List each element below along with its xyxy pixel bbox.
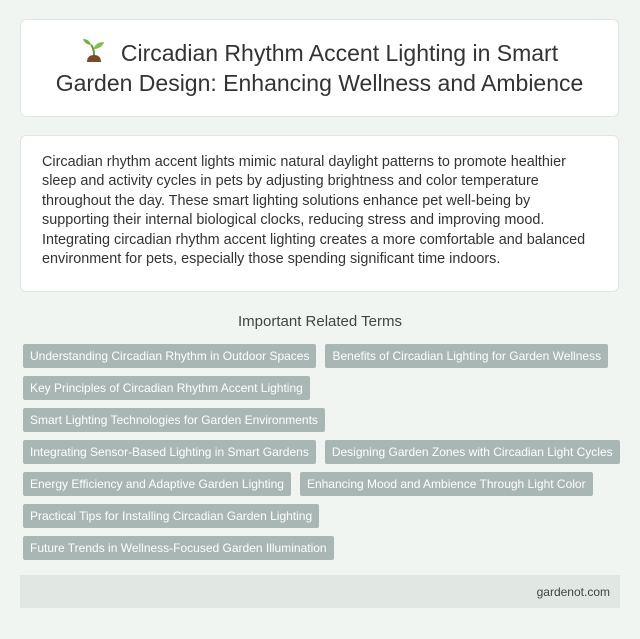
related-term-tag[interactable]: Future Trends in Wellness-Focused Garden Illumination	[23, 536, 334, 560]
related-terms-row	[23, 472, 623, 496]
footer	[20, 575, 620, 608]
footer-site-link[interactable]: gardenot.com	[536, 584, 610, 599]
description-card	[20, 135, 619, 292]
related-terms-list	[23, 344, 623, 568]
related-terms-row	[23, 440, 623, 464]
related-terms-heading: Important Related Terms	[238, 313, 402, 330]
related-term-tag[interactable]: Integrating Sensor-Based Lighting in Smart Gardens	[23, 440, 316, 464]
related-terms-row	[23, 408, 623, 432]
page-title-text: Circadian Rhythm Accent Lighting in Smart Garden Design: Enhancing Wellness and Ambience	[55, 40, 584, 96]
related-term-tag[interactable]: Enhancing Mood and Ambience Through Light Color	[300, 472, 593, 496]
related-term-tag[interactable]: Benefits of Circadian Lighting for Garden Wellness	[325, 344, 608, 368]
related-term-tag[interactable]: Smart Lighting Technologies for Garden Environments	[23, 408, 325, 432]
related-term-tag[interactable]: Designing Garden Zones with Circadian Light Cycles	[325, 440, 620, 464]
related-term-tag[interactable]: Understanding Circadian Rhythm in Outdoor Spaces	[23, 344, 316, 368]
related-terms-row	[23, 344, 623, 368]
page-title	[40, 38, 600, 98]
related-terms-row	[23, 504, 623, 528]
header-card	[20, 19, 619, 117]
related-term-tag[interactable]: Key Principles of Circadian Rhythm Accent Lighting	[23, 376, 310, 400]
related-term-tag[interactable]: Practical Tips for Installing Circadian Garden Lighting	[23, 504, 319, 528]
related-terms-row	[23, 536, 623, 560]
sprout-icon	[81, 38, 107, 64]
related-term-tag[interactable]: Energy Efficiency and Adaptive Garden Lighting	[23, 472, 291, 496]
related-terms-row	[23, 376, 623, 400]
description-text: Circadian rhythm accent lights mimic natural daylight patterns to promote healthier sleep and activity cycles in pets by adjusting brightness and color temperature throughout the day. These smart lighting solutions enhance pet well-being by supporting their internal biological clocks, reducing stress and improving mood. Integrating circadian rhythm accent lighting creates a more comfortable and balanced environment for pets, especially those spending significant time indoors.	[42, 154, 586, 268]
